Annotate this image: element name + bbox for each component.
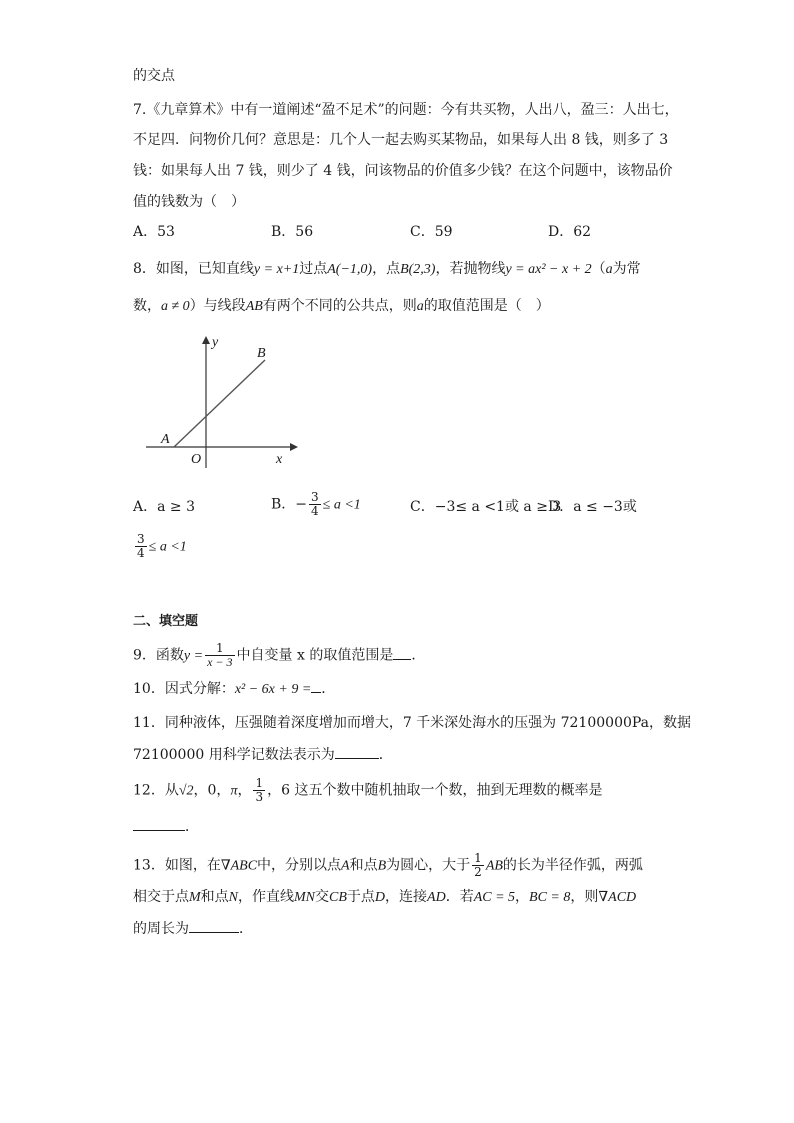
q8-option-c: C．−3≤ a <1或 a ≥ 3: [410, 499, 562, 515]
q8-line1: 8．如图，已知直线y = x+1过点A(−1,0)，点B(2,3)，若抛物线y = ax² − x + 2（a为常: [133, 261, 641, 277]
q7-line3: 钱：如果每人出 7 钱，则少了 4 钱，问该物品的价值多少钱？在这个问题中，该物品价: [133, 163, 673, 179]
fraction: $\frac{1}{2}$: [474, 851, 482, 879]
q6-tail: 的交点: [133, 68, 175, 84]
q7-option-a: A．53: [133, 224, 175, 240]
answer-blank: [335, 744, 379, 759]
y-label: y: [212, 335, 219, 350]
line-equation: y = x+1: [253, 262, 300, 277]
q11-line2: 72100000 用科学记数法表示为 ．: [133, 744, 393, 765]
q7-option-d: D．62: [548, 224, 592, 240]
point-a: A(−1,0): [327, 262, 373, 277]
parabola-equation: y = ax² − x + 2: [505, 262, 592, 277]
segment-ab: [174, 360, 265, 447]
q10: 10．因式分解：x² − 6x + 9 = ．: [133, 678, 335, 700]
q8-option-d: D．a ≤ −3或: [548, 499, 637, 515]
q13-line3: 的周长为 ．: [133, 918, 253, 939]
answer-blank: [311, 678, 321, 693]
q8-line2: 数，a ≠ 0）与线段AB有两个不同的公共点，则a的取值范围是（ ）: [133, 298, 550, 314]
y-axis-arrow: [202, 336, 210, 344]
fraction: $\frac{3}{4}$: [311, 490, 319, 518]
fraction: $\frac{3}{4}$: [137, 532, 145, 560]
q8-option-d-cont: $\frac{3}{4}$ ≤ a <1: [137, 532, 187, 560]
q7-line2: 不足四．问物价几何？意思是：几个人一起去购买某物品，如果每人出 8 钱，则多了 3: [133, 132, 669, 148]
o-label: O: [191, 452, 202, 467]
q12-line2: ．: [133, 816, 199, 837]
q7-line4: 值的钱数为（ ）: [133, 194, 245, 210]
answer-blank: [189, 918, 239, 933]
q13-line2: 相交于点M和点N，作直线MN交CB于点D，连接AD．若AC = 5，BC = 8，则∇ACD: [133, 889, 637, 905]
q7-line1: 7.《九章算术》中有一道阐述“盈不足术”的问题：今有共买物，人出八，盈三：人出七，: [133, 102, 679, 118]
q8-option-b: B．− $\frac{3}{4}$ ≤ a <1: [271, 490, 361, 518]
fraction: $\frac{1}{x - 3}$: [207, 641, 233, 669]
q9: 9．函数y = $\frac{1}{x - 3}$ 中自变量 x 的取值范围是 ．: [133, 641, 426, 669]
q7-option-c: C．59: [410, 224, 453, 240]
b-label: B: [257, 346, 266, 361]
q11-line1: 11．同种液体，压强随着深度增加而增大，7 千米深处海水的压强为 72100000Pa，数据: [133, 715, 692, 731]
point-b: B(2,3): [400, 262, 436, 277]
section-heading: 二、填空题: [133, 614, 199, 629]
x-label: x: [276, 452, 283, 467]
q7-option-b: B．56: [271, 224, 314, 240]
answer-blank: [393, 645, 411, 660]
fraction: $\frac{1}{3}$: [255, 776, 264, 804]
x-axis-arrow: [290, 443, 298, 451]
q8-figure: [140, 332, 300, 472]
q12-line1: 12．从√2，0，π， $\frac{1}{3}$ ，6 这五个数中随机抽取一个数，抽到无理数的概率是: [133, 776, 603, 804]
answer-blank: [133, 816, 185, 831]
q8-option-a: A．a ≥ 3: [133, 499, 195, 515]
a-label: A: [161, 432, 170, 447]
q13-line1: 13．如图，在∇ABC中，分别以点A和点B为圆心，大于 $\frac{1}{2}$ AB的长为半径作弧，两弧: [133, 851, 643, 879]
